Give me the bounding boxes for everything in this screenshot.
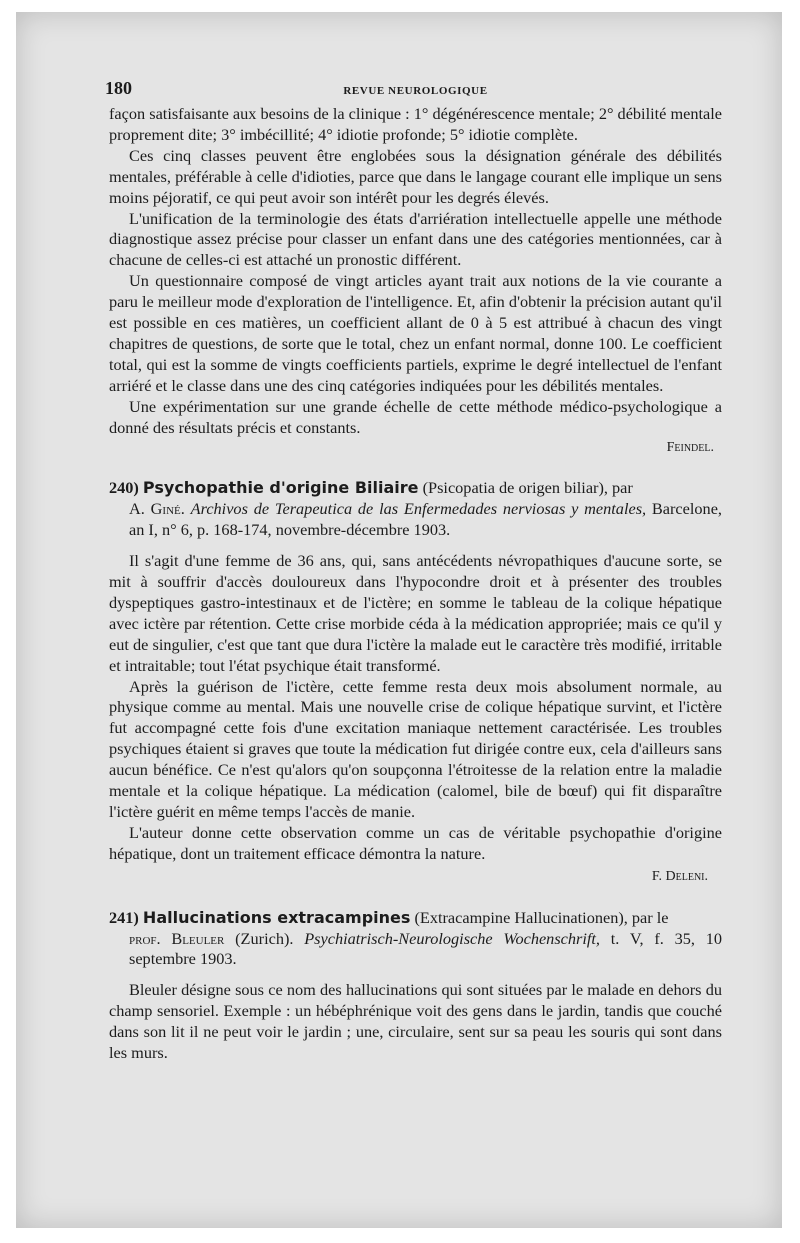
entry-title: Psychopathie d'origine Biliaire xyxy=(142,478,419,498)
paragraph: façon satisfaisante aux besoins de la clinique : 1° dégénérescence mentale; 2° débilité mentale proprement dite; 3° imbécillité; 4° idiotie profonde; 5° idiotie complète. xyxy=(109,104,722,144)
entry-source-details: Barcelone, an I, n° 6, p. 168-174, novembre-décembre 1903. xyxy=(129,499,722,540)
entry-number: 241) xyxy=(109,907,139,927)
entry-author: prof. Bleuler xyxy=(129,928,225,948)
entry-heading xyxy=(109,908,722,971)
paragraph: L'unification de la terminologie des états d'arriération intellectuelle appelle une méthode diagnostique assez précise pour classer un enfant dans une des catégories mentionnées, car à chacune de celles-ci est attaché un pronostic différent. xyxy=(109,208,722,270)
reviewer-signature: F. Deleni. xyxy=(651,868,708,884)
entry-body xyxy=(109,980,722,1064)
reviewer-signature: Feindel. xyxy=(666,439,714,455)
entry-author-location: (Zurich). xyxy=(224,928,294,948)
entry-source: Psychiatrisch-Neurologische Wochenschrift, xyxy=(293,928,601,948)
entry-source-details: t. V, f. 35, 10 septembre 1903. xyxy=(129,928,722,969)
journal-title: REVUE NEUROLOGIQUE xyxy=(343,85,488,97)
paragraph: Une expérimentation sur une grande échelle de cette méthode médico-psychologique a donné des résultats précis et constants. xyxy=(109,396,722,437)
paragraph: Ces cinq classes peuvent être englobées sous la désignation générale des débilités mentales, préférable à celle d'idioties, parce que dans le langage courant elle implique un sens moins péjoratif, ce qui peut avoir son intérêt pour les degrés élevés. xyxy=(109,145,722,207)
entry-number: 240) xyxy=(109,478,139,498)
paragraph: L'auteur donne cette observation comme un cas de véritable psychopathie d'origine hépatique, dont un traitement efficace démontra la nature. xyxy=(109,822,722,863)
continued-review xyxy=(109,104,722,458)
page-number: 180 xyxy=(105,78,132,98)
running-head xyxy=(105,70,722,104)
entry-source: Archivos de Terapeutica de las Enfermedades nerviosas y mentales, xyxy=(190,499,647,519)
review-entry-241 xyxy=(109,908,722,1064)
entry-subtitle: (Extracampine Hallucinationen), par le xyxy=(410,907,669,927)
entry-subtitle: (Psicopatia de origen biliar), par xyxy=(418,478,633,498)
entry-reference xyxy=(109,499,722,541)
journal-page xyxy=(105,70,722,1064)
review-entry-240 xyxy=(109,478,722,887)
entry-heading xyxy=(109,478,722,541)
paragraph: Un questionnaire composé de vingt articles ayant trait aux notions de la vie courante a paru le meilleur mode d'exploration de l'intelligence. Et, afin d'obtenir la précision autant qu'il est possible en ces matières, un coefficient allant de 0 à 5 est attribué à chacun des vingt chapitres de questions, de sorte que le total, chez un enfant normal, donne 100. Le coefficient total, qui est la somme de vingts coefficients partiels, exprime le degré intellectuel de l'enfant arriéré et le classe dans une des cinq catégories indiquées pour les débilités mentales. xyxy=(109,271,722,395)
paragraph: Bleuler désigne sous ce nom des hallucinations qui sont situées par le malade en dehors du champ sensoriel. Exemple : un hébéphrénique voit des gens dans le jardin, tandis que couché dans son lit il ne peut voir le jardin ; une, circulaire, sent sur sa peau les souris qui sont dans les murs. xyxy=(109,980,722,1063)
entry-title: Hallucinations extracampines xyxy=(142,907,411,927)
entry-reference xyxy=(109,929,722,971)
paragraph: Après la guérison de l'ictère, cette femme resta deux mois absolument normale, au physique comme au mental. Mais une nouvelle crise de colique hépatique survint, et l'ictère fut accompagné cette fois d'une excitation maniaque nettement caractérisée. Les troubles psychiques étaient si graves que toute la médication fut dirigée contre eux, cela d'ailleurs sans aucun bénéfice. Ce n'est qu'alors qu'on soupçonna l'étroitesse de la relation entre la maladie mentale et la colique hépatique. La médication (calomel, bile de bœuf) qui fit disparaître l'ictère guérit en même temps l'accès de manie. xyxy=(109,676,722,821)
entry-author: A. Giné. xyxy=(129,499,185,519)
entry-body xyxy=(109,551,722,888)
paragraph: Il s'agit d'une femme de 36 ans, qui, sans antécédents névropathiques d'aucune sorte, se mit à souffrir d'accès douloureux dans l'hypocondre droit et à présenter des troubles dyspeptiques gastro-intestinaux et de l'ictère; en somme le tableau de la colique hépatique avec ictère par rétention. Cette crise morbide céda à la médication appropriée; mais ce qu'il y eut de singulier, c'est que tant que dura l'ictère la malade eut le caractère très modifié, irritable et intraitable; tout l'état psychique était transformé. xyxy=(109,551,722,675)
